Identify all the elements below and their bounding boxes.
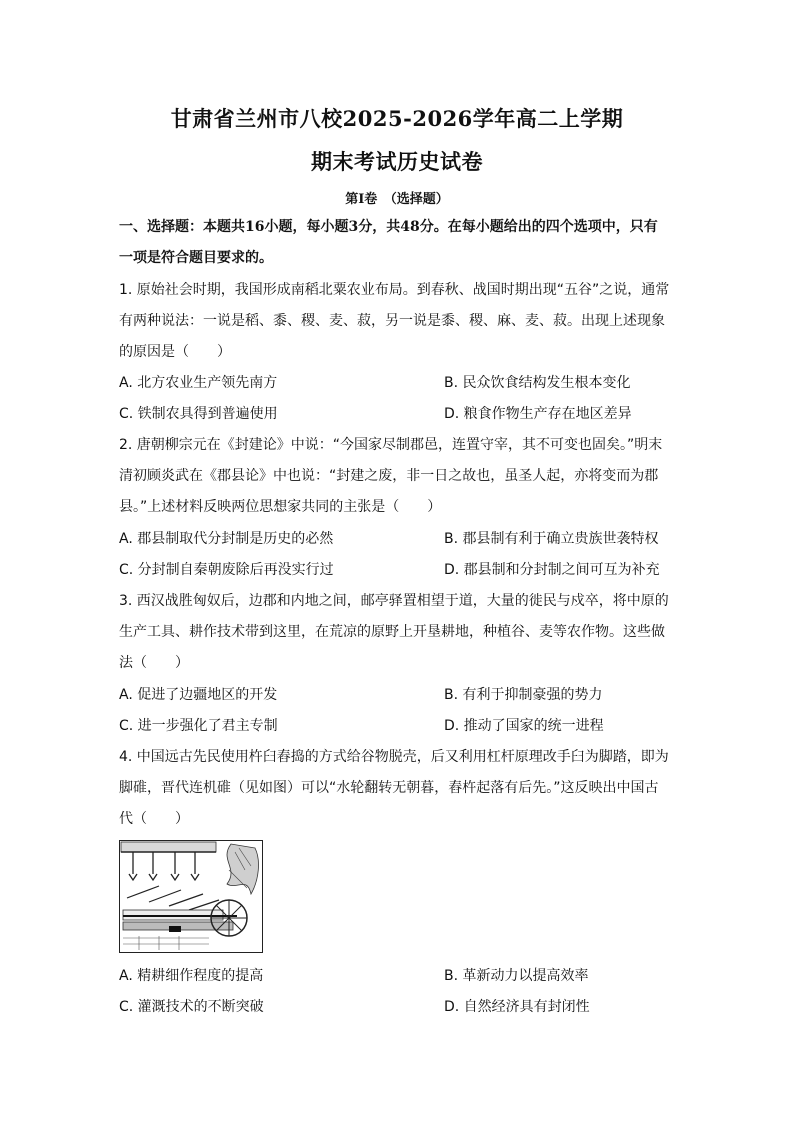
q3-option-a[interactable]: A. 促进了边疆地区的开发 <box>119 687 278 703</box>
q2-stem-line3: 县。”上述材料反映两位思想家共同的主张是（ ） <box>119 499 442 515</box>
q4-option-c[interactable]: C. 灌溉技术的不断突破 <box>119 999 264 1015</box>
exam-title-line2: 期末考试历史试卷 <box>311 149 483 174</box>
q4-option-b[interactable]: B. 革新动力以提高效率 <box>444 968 589 984</box>
q1-stem-line1: 1. 原始社会时期，我国形成南稻北粟农业布局。到春秋、战国时期出现“五谷”之说，通常 <box>119 282 670 298</box>
q1-stem-line3: 的原因是（ ） <box>119 344 231 360</box>
section-heading: 第Ⅰ卷 （选择题） <box>345 192 449 207</box>
q3-option-b[interactable]: B. 有利于抑制豪强的势力 <box>444 687 603 703</box>
q2-stem-line1: 2. 唐朝柳宗元在《封建论》中说：“今国家尽制郡邑，连置守宰，其不可变也固矣。”明末 <box>119 437 663 453</box>
q4-stem-line3: 代（ ） <box>119 811 189 827</box>
q3-stem-line2: 生产工具、耕作技术带到这里，在荒凉的原野上开垦耕地，种植谷、麦等农作物。这些做 <box>119 624 665 640</box>
q2-option-c[interactable]: C. 分封制自秦朝废除后再没实行过 <box>119 562 334 578</box>
q2-option-d[interactable]: D. 郡县制和分封制之间可互为补充 <box>444 562 660 578</box>
q1-option-a[interactable]: A. 北方农业生产领先南方 <box>119 375 278 391</box>
q3-stem-line1: 3. 西汉战胜匈奴后，边郡和内地之间，邮亭驿置相望于道，大量的徙民与戍卒，将中原的 <box>119 593 669 609</box>
q2-option-b[interactable]: B. 郡县制有利于确立贵族世袭特权 <box>444 531 659 547</box>
q4-option-a[interactable]: A. 精耕细作程度的提高 <box>119 968 264 984</box>
instructions-line1: 一、选择题：本题共16小题，每小题3分，共48分。在每小题给出的四个选项中，只有 <box>119 219 658 235</box>
q1-option-c[interactable]: C. 铁制农具得到普遍使用 <box>119 406 278 422</box>
water-powered-trip-hammer-illustration <box>119 840 263 953</box>
q1-option-b[interactable]: B. 民众饮食结构发生根本变化 <box>444 375 631 391</box>
exam-title-line1: 甘肃省兰州市八校2025-2026学年高二上学期 <box>170 106 624 131</box>
q1-option-d[interactable]: D. 粮食作物生产存在地区差异 <box>444 406 632 422</box>
q3-option-c[interactable]: C. 进一步强化了君主专制 <box>119 718 278 734</box>
q4-option-d[interactable]: D. 自然经济具有封闭性 <box>444 999 590 1015</box>
q3-option-d[interactable]: D. 推动了国家的统一进程 <box>444 718 604 734</box>
instructions-line2: 一项是符合题目要求的。 <box>119 250 273 266</box>
q4-stem-line1: 4. 中国远古先民使用杵臼舂捣的方式给谷物脱壳，后又利用杠杆原理改手臼为脚踏，即为 <box>119 749 669 765</box>
q3-stem-line3: 法（ ） <box>119 655 189 671</box>
q2-stem-line2: 清初顾炎武在《郡县论》中也说：“封建之废，非一日之故也，虽圣人起，亦将变而为郡 <box>119 468 659 484</box>
q2-option-a[interactable]: A. 郡县制取代分封制是历史的必然 <box>119 531 334 547</box>
q4-stem-line2: 脚碓，晋代连机碓（见如图）可以“水轮翻转无朝暮，舂杵起落有后先。”这反映出中国古 <box>119 780 659 796</box>
q1-stem-line2: 有两种说法：一说是稻、黍、稷、麦、菽，另一说是黍、稷、麻、麦、菽。出现上述现象 <box>119 313 665 329</box>
